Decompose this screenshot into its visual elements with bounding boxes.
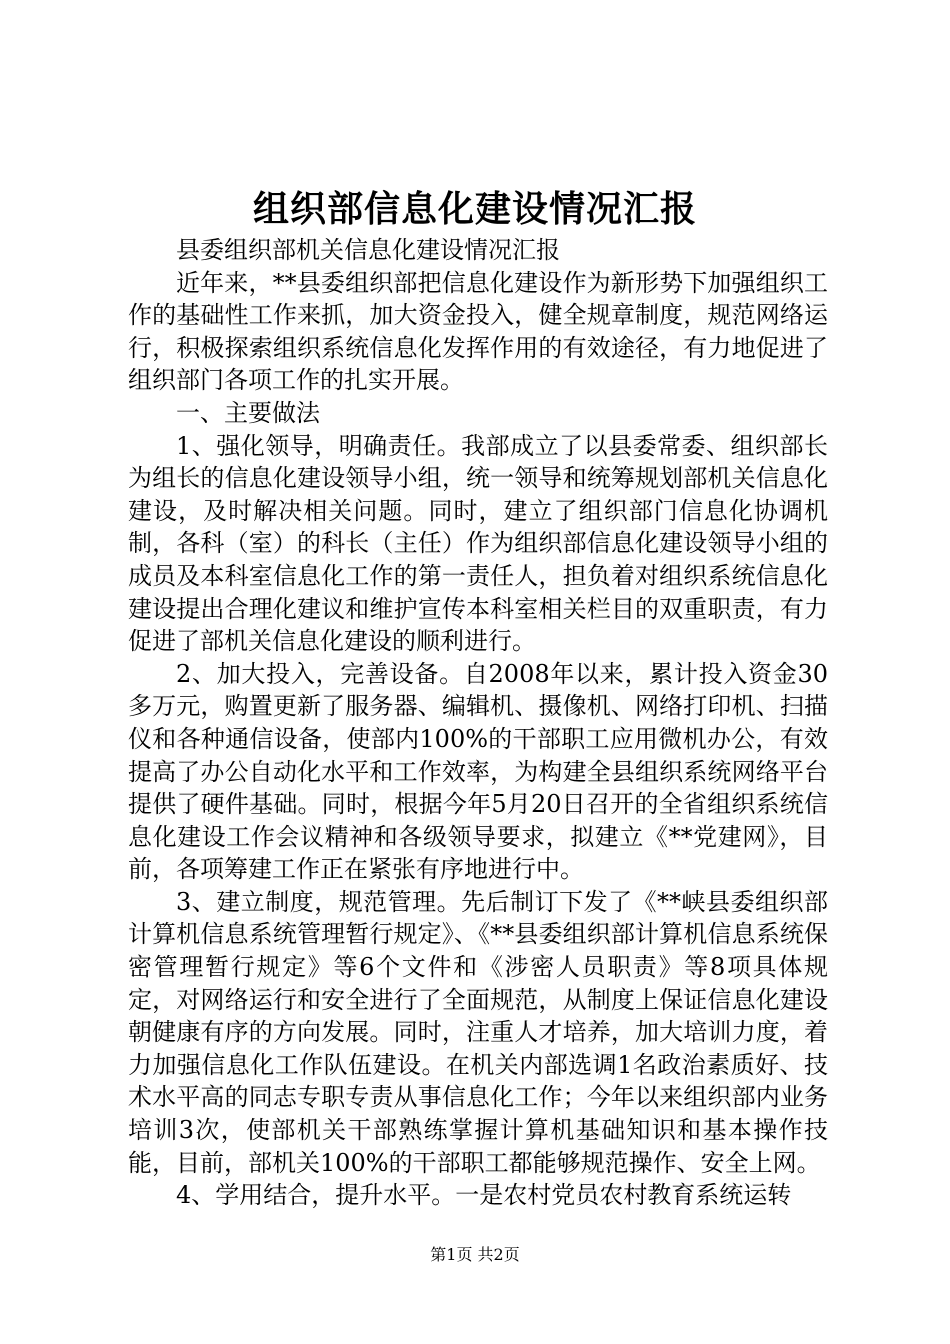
paragraph-item-2: 2、加大投入，完善设备。自2008年以来，累计投入资金30多万元，购置更新了服务器、编辑机、摄像机、网络打印机、扫描仪和各种通信设备，使部内100%的干部职工应用微机办公，有效提高了办公自动化水平和工作效率，为构建全县组织系统网络平台提供了硬件基础。同时，根据今年5月20日召开的全省组织系统信息化建设工作会议精神和各级领导要求，拟建立《**党建网》，目前，各项筹建工作正在紧张有序地进行中。 <box>128 659 828 884</box>
document-title: 组织部信息化建设情况汇报 <box>252 188 697 230</box>
document-body <box>128 234 828 1212</box>
paragraph-item-3: 3、建立制度，规范管理。先后制订下发了《**峡县委组织部计算机信息系统管理暂行规定》、《**县委组织部计算机信息系统保密管理暂行规定》等6个文件和《涉密人员职责》等8项具体规定，对网络运行和安全进行了全面规范，从制度上保证信息化建设朝健康有序的方向发展。同时，注重人才培养，加大培训力度，着力加强信息化工作队伍建设。在机关内部选调1名政治素质好、技术水平高的同志专职专责从事信息化工作；今年以来组织部内业务培训3次，使部机关干部熟练掌握计算机基础知识和基本操作技能，目前，部机关100%的干部职工都能够规范操作、安全上网。 <box>128 887 828 1177</box>
paragraph-intro: 近年来，**县委组织部把信息化建设作为新形势下加强组织工作的基础性工作来抓，加大资金投入，健全规章制度，规范网络运行，积极探索组织系统信息化发挥作用的有效途径，有力地促进了组织部门各项工作的扎实开展。 <box>128 268 828 395</box>
paragraph-item-4: 4、学用结合，提升水平。一是农村党员农村教育系统运转 <box>176 1181 792 1210</box>
page-footer: 第1页 共2页 <box>430 1245 520 1264</box>
paragraph-subtitle: 县委组织部机关信息化建设情况汇报 <box>176 236 560 264</box>
section-heading: 一、主要做法 <box>176 398 320 427</box>
paragraph-item-1: 1、强化领导，明确责任。我部成立了以县委常委、组织部长为组长的信息化建设领导小组，统一领导和统筹规划部机关信息化建设，及时解决相关问题。同时，建立了组织部门信息化协调机制，各科（室）的科长（主任）作为组织部信息化建设领导小组的成员及本科室信息化工作的第一责任人，担负着对组织系统信息化建设提出合理化建议和维护宣传本科室相关栏目的双重职责，有力促进了部机关信息化建设的顺利进行。 <box>128 431 828 656</box>
